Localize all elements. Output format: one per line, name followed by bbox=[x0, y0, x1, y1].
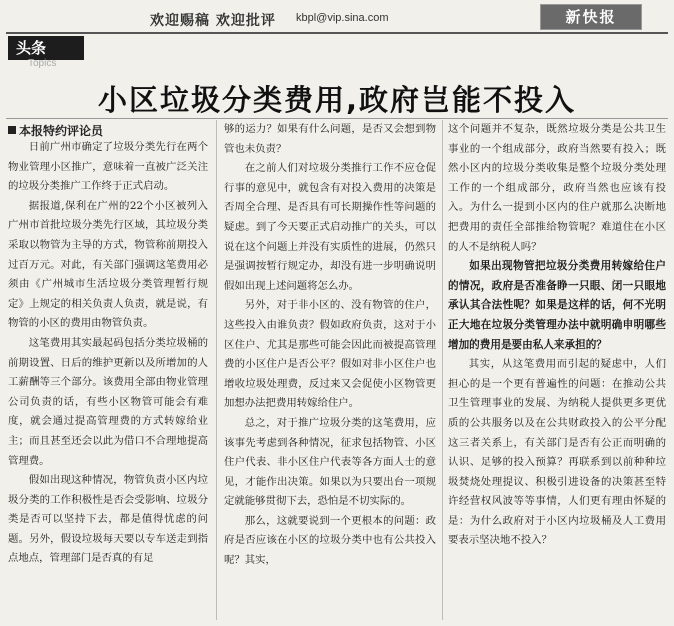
column-divider bbox=[442, 120, 443, 620]
section-topics: Topics bbox=[28, 58, 57, 69]
paragraph: 日前广州市确定了垃圾分类先行在两个物业管理小区推广，意味着一直被广泛关注的垃圾分类推广工作终于正式启动。 bbox=[8, 141, 208, 193]
top-rule bbox=[6, 32, 668, 34]
section-tag: 头条 bbox=[8, 36, 84, 60]
contact-email: kbpl@vip.sina.com bbox=[296, 12, 389, 24]
paragraph: 这个问题并不复杂，既然垃圾分类是公共卫生事业的一个组成部分，政府当然要有投入；既然小区内的垃圾分类收集是整个垃圾分类处理工作的一个组成部分，政府当然也应该有投入。为什么一提到小区内的住户就那么决断地把费用的责任全部推给物管呢？难道住在小区的人不是纳税人吗？ bbox=[448, 123, 666, 253]
paragraph: 够的运力？如果有什么问题，是否又会想到物管也未负责？ bbox=[224, 123, 436, 155]
welcome-text: 欢迎赐稿 欢迎批评 bbox=[150, 13, 276, 29]
bold-paragraph: 如果出现物管把垃圾分类费用转嫁给住户的情况，政府是否准备睁一只眼、闭一只眼地承认其合法性呢？如果是这样的话，何不光明正大地在垃圾分类管理办法中就明确申明哪些增加的费用是要由私人来承担的？ bbox=[448, 260, 666, 351]
article-column-1 bbox=[8, 138, 208, 620]
headline: 小区垃圾分类费用,政府岂能不投入 bbox=[97, 83, 577, 117]
newspaper-logo: 新快报 bbox=[540, 4, 642, 30]
article-column-2 bbox=[224, 120, 436, 602]
column-divider bbox=[216, 120, 217, 620]
paragraph: 总之，对于推广垃圾分类的这笔费用，应该事先考虑到各种情况，征求包括物管、小区住户代表、非小区住户代表等各方面人士的意见，才能作出决策。如果以为只要出台一项规定就能够贯彻下去，恐怕是不切实际的。 bbox=[224, 416, 436, 508]
paragraph: 这笔费用其实最起码包括分类垃圾桶的前期设置、日后的维护更新以及所增加的人工薪酬等三个部分。该费用全部由物业管理公司负责的话，有些小区物管可能会有难度，就会通过提高管理费的方式转嫁给业主；而且甚至还会以此为借口不合理地提高管理费。 bbox=[8, 336, 208, 467]
paragraph: 据报道,保利在广州的22个小区被列入广州市首批垃圾分类先行区域，其垃圾分类采取以物管为主导的方式，物管称前期投入过百万元。对此，有关部门强调这笔费用必须由《广州城市生活垃圾分类管理暂行规定》上规定的相关负责人负责，就是说，有物管的小区的费用由物管负责。 bbox=[8, 199, 208, 330]
paragraph: 其实，从这笔费用而引起的疑虑中，人们担心的是一个更有普遍性的问题：在推动公共卫生管理事业的发展、为纳税人提供更多更优质的公共服务以及在公共财政投入的公平分配这三者关系上，有关部门是否有公正而明确的认识、足够的投入预算？再联系到以前种种垃圾焚烧处理提议、积极引进设备的决策甚至特许经营权风波等等事情，人们更有理由怀疑的是：为什么政府对于小区内垃圾桶及人工费用要表示坚决地不投入？ bbox=[448, 358, 666, 547]
byline-square-icon bbox=[8, 126, 16, 134]
paragraph: 假如出现这种情况，物管负责小区内垃圾分类的工作积极性是否会受影响、垃圾分类是否可以坚持下去，都是值得忧虑的问题。另外，假设垃圾每天要以专车送走到指点地点，管理部门是否真的有足 bbox=[8, 474, 208, 565]
headline-rule bbox=[6, 118, 668, 119]
article-column-3 bbox=[448, 120, 666, 602]
paragraph: 在之前人们对垃圾分类推行工作不应仓促行事的意见中，就包含有对投入费用的决策是否周全合理、是否具有可长期操作性等问题的疑虑。到了今天要正式启动推广的关头，可以说在这个问题上并没有实质性的进展，仍然只是强调按暂行规定办，却没有进一步明确说明假如出现上述问题将怎么办。 bbox=[224, 162, 436, 292]
masthead bbox=[0, 0, 674, 34]
paragraph: 那么，这就要说到一个更根本的问题：政府是否应该在小区的垃圾分类中也有公共投入呢？其实， bbox=[224, 514, 436, 567]
byline bbox=[8, 122, 103, 139]
paragraph: 另外，对于非小区的、没有物管的住户，这些投入由谁负责？假如政府负责，这对于小区住户、尤其是那些可能会因此而被提高管理费的小区住户是否公平？假如对非小区住户也增收垃圾处理费，反过来又会促使小区物管更加想办法把费用转嫁给住户。 bbox=[224, 299, 436, 410]
byline-text: 本报特约评论员 bbox=[19, 124, 104, 138]
